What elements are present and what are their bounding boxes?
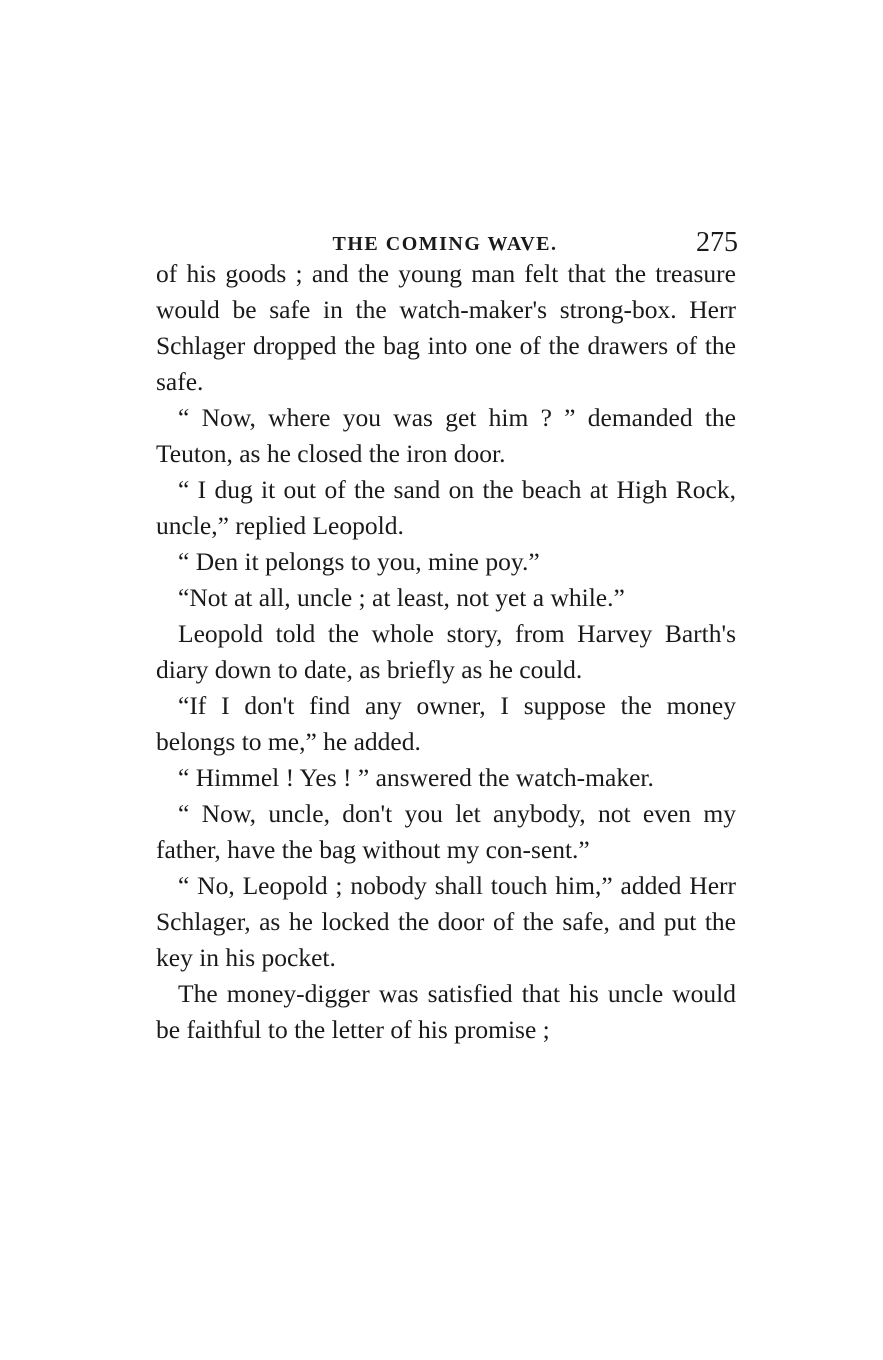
paragraph-6: Leopold told the whole story, from Harvey Barth's diary down to date, as briefly as he could. — [156, 619, 736, 684]
body-text — [156, 256, 736, 1048]
running-title: THE COMING WAVE. — [332, 233, 558, 255]
paragraph-11: The money-digger was satisfied that his uncle would be faithful to the letter of his promise ; — [156, 979, 736, 1044]
page-number: 275 — [696, 227, 738, 258]
paragraph-5: “Not at all, uncle ; at least, not yet a while.” — [178, 583, 625, 612]
paragraph-1: of his goods ; and the young man felt that the treasure would be safe in the watch-maker's strong-box. Herr Schlager dropped the bag into one of the drawers of the safe. — [156, 259, 736, 396]
paragraph-3: “ I dug it out of the sand on the beach at High Rock, uncle,” replied Leopold. — [156, 475, 736, 540]
paragraph-9: “ Now, uncle, don't you let anybody, not even my father, have the bag without my con-sent.” — [156, 799, 736, 864]
paragraph-2: “ Now, where you was get him ? ” demanded the Teuton, as he closed the iron door. — [156, 403, 736, 468]
paragraph-4: “ Den it pelongs to you, mine poy.” — [178, 547, 540, 576]
paragraph-8: “ Himmel ! Yes ! ” answered the watch-maker. — [178, 763, 654, 792]
paragraph-10: “ No, Leopold ; nobody shall touch him,” added Herr Schlager, as he locked the door of the safe, and put the key in his pocket. — [156, 871, 736, 972]
paragraph-7: “If I don't find any owner, I suppose the money belongs to me,” he added. — [156, 691, 736, 756]
